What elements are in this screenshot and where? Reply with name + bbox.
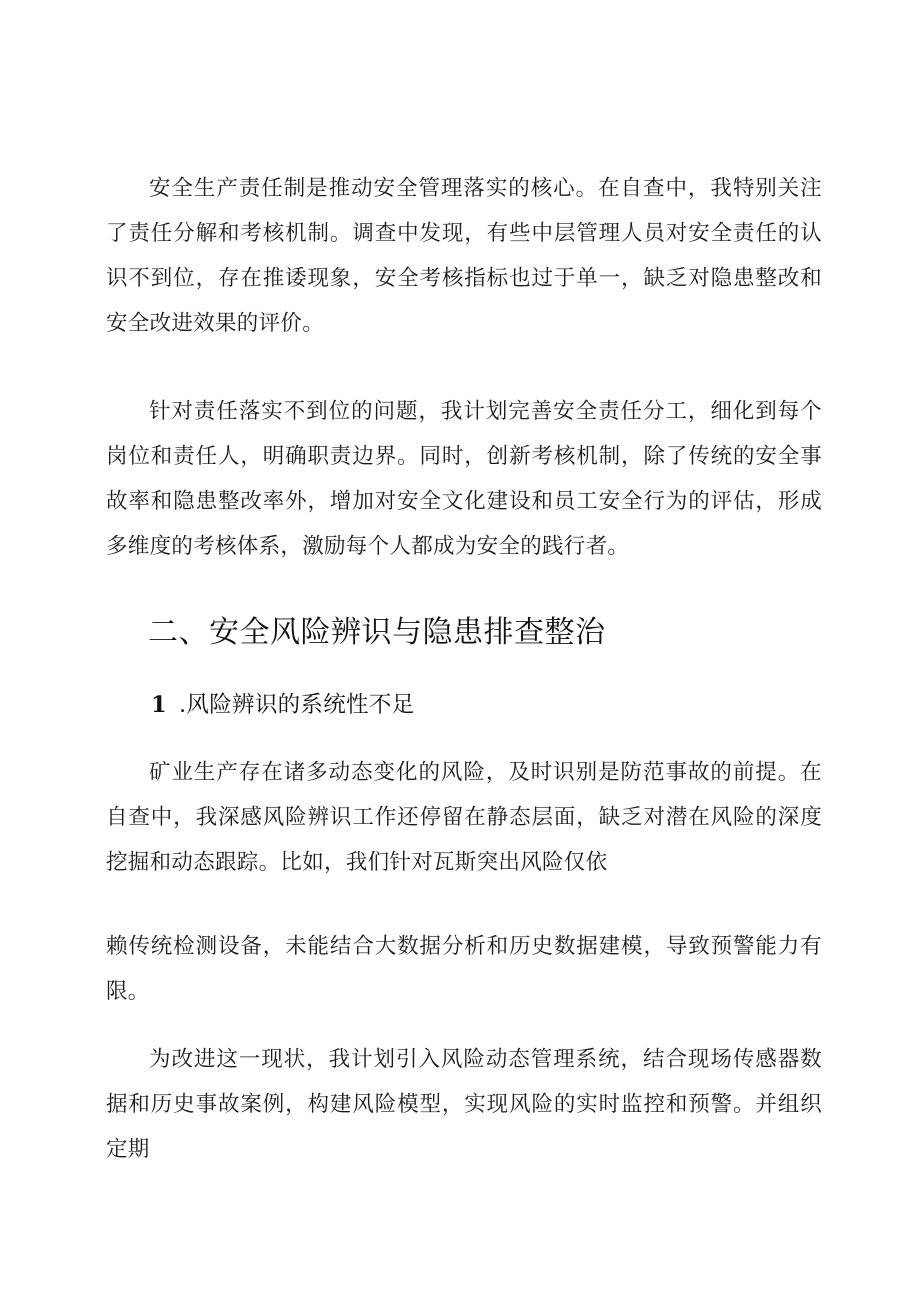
section-heading: 二、安全风险辨识与隐患排查整治	[148, 615, 606, 650]
subsection-number: 1	[151, 692, 167, 718]
paragraph-responsibility-plan: 针对责任落实不到位的问题，我计划完善安全责任分工，细化到每个岗位和责任人，明确职责边界。同时，创新考核机制，除了传统的安全事故率和隐患整改率外，增加对安全文化建设和员工安全行为的评估，形成多维度的考核体系，激励每个人都成为安全的践行者。	[106, 399, 822, 559]
subsection-heading	[151, 689, 414, 721]
paragraph-improvement-plan: 为改进这一现状，我计划引入风险动态管理系统，结合现场传感器数据和历史事故案例，构建风险模型，实现风险的实时监控和预警。并组织定期	[106, 1047, 822, 1162]
paragraph-risk-identification: 矿业生产存在诸多动态变化的风险，及时识别是防范事故的前提。在自查中，我深感风险辨识工作还停留在静态层面，缺乏对潜在风险的深度挖掘和动态跟踪。比如，我们针对瓦斯突出风险仅依	[106, 760, 822, 875]
paragraph-responsibility-system: 安全生产责任制是推动安全管理落实的核心。在自查中，我特别关注了责任分解和考核机制。调查中发现，有些中层管理人员对安全责任的认识不到位，存在推诿现象，安全考核指标也过于单一，缺乏对隐患整改和安全改进效果的评价。	[106, 176, 822, 336]
paragraph-risk-identification-continued: 赖传统检测设备，未能结合大数据分析和历史数据建模，导致预警能力有限。	[106, 934, 822, 1004]
subsection-title: .风险辨识的系统性不足	[178, 692, 415, 718]
